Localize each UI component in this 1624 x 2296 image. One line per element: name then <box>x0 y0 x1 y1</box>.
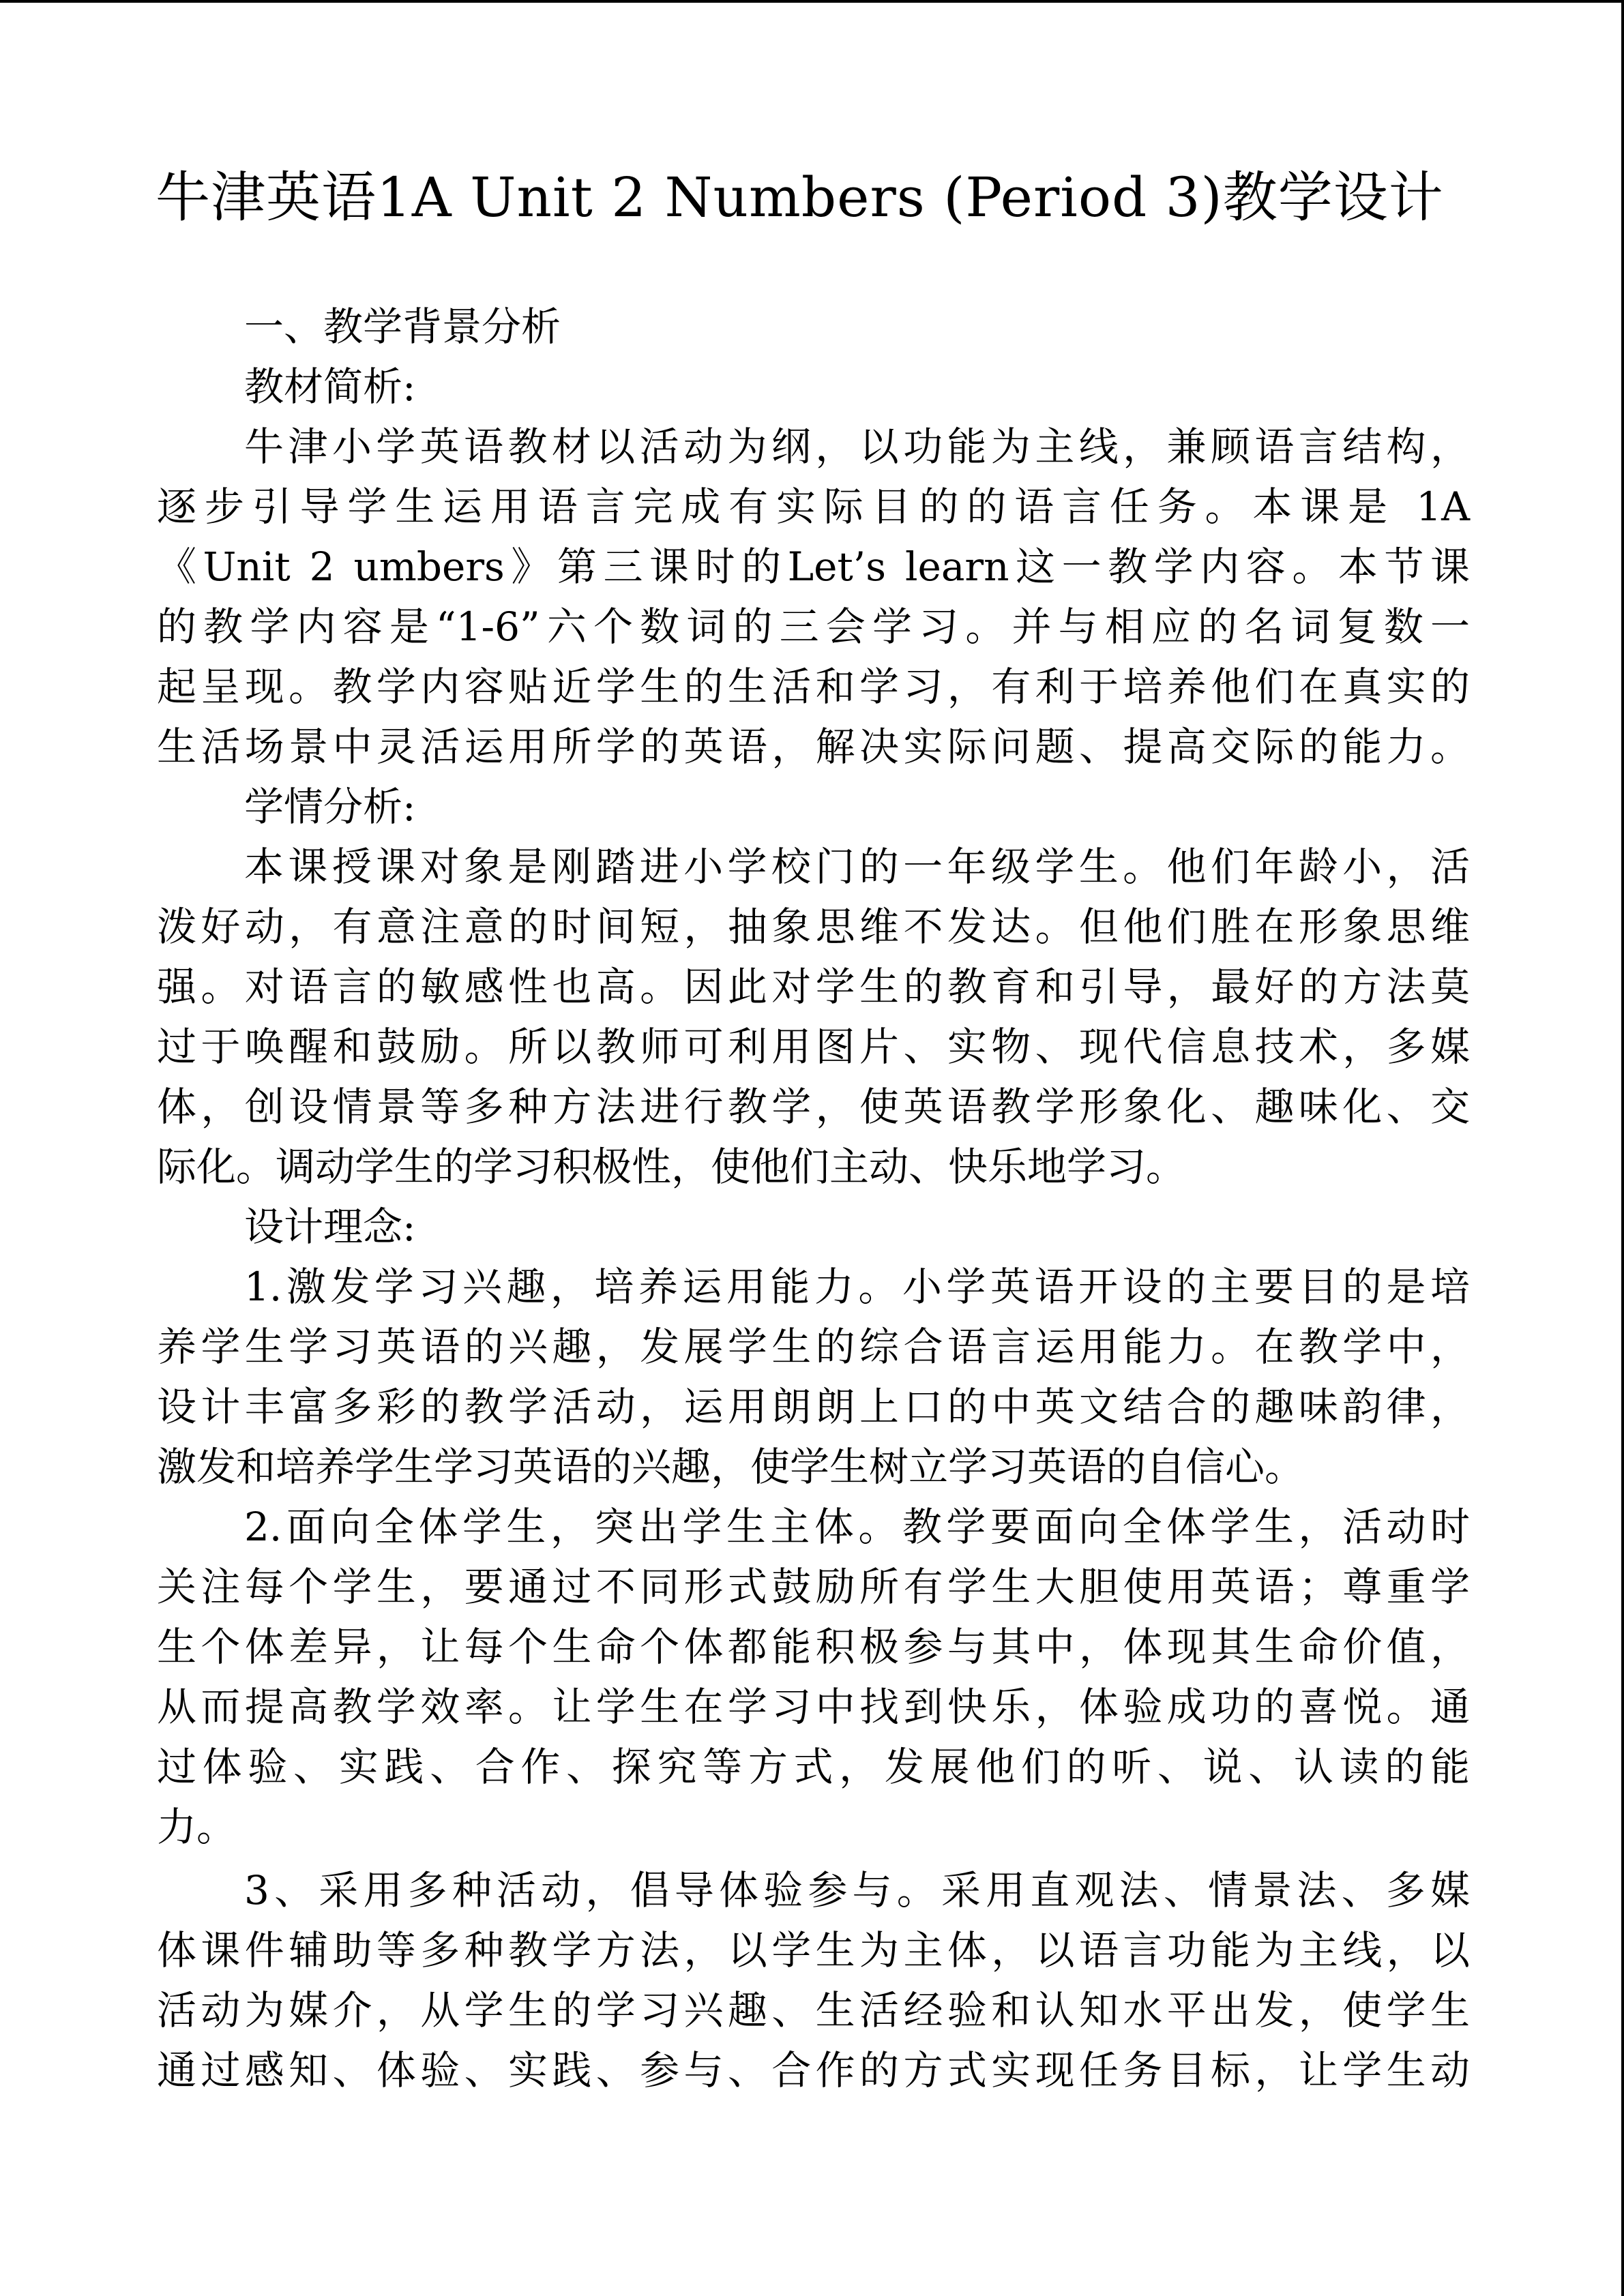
paragraph-line: 生活场景中灵活运用所学的英语，解决实际问题、提高交际的能力。 <box>157 724 1470 770</box>
paragraph-line: 过于唤醒和鼓励。所以教师可利用图片、实物、现代信息技术，多媒 <box>157 1024 1470 1070</box>
page-border-top <box>0 0 1624 3</box>
paragraph-line: 本课授课对象是刚踏进小学校门的一年级学生。他们年龄小，活 <box>244 844 1470 890</box>
paragraph-line: 体，创设情景等多种方法进行教学，使英语教学形象化、趣味化、交 <box>157 1084 1470 1130</box>
section-heading: 一、教学背景分析 <box>244 303 561 350</box>
paragraph-line: 生个体差异，让每个生命个体都能积极参与其中，体现其生命价值， <box>157 1624 1470 1670</box>
paragraph-line: 逐步引导学生运用语言完成有实际目的的语言任务。本课是 1A <box>157 483 1470 530</box>
design-point-2 <box>157 1497 1470 1857</box>
paragraph-line: 过体验、实践、合作、探究等方式，发展他们的听、说、认读的能 <box>157 1744 1470 1790</box>
document-page <box>157 157 1470 2100</box>
paragraph-line: 的教学内容是“1-6”六个数词的三会学习。并与相应的名词复数一 <box>157 603 1470 650</box>
paragraph-line: 养学生学习英语的兴趣，发展学生的综合语言运用能力。在教学中， <box>157 1324 1470 1370</box>
paragraph-line: 从而提高教学效率。让学生在学习中找到快乐，体验成功的喜悦。通 <box>157 1684 1470 1730</box>
paragraph-line: 起呈现。教学内容贴近学生的生活和学习，有利于培养他们在真实的 <box>157 664 1470 710</box>
paragraph-line: 激发和培养学生学习英语的兴趣，使学生树立学习英语的自信心。 <box>157 1444 1305 1490</box>
page-border-right <box>1621 0 1624 2296</box>
paragraph-line: 通过感知、体验、实践、参与、合作的方式实现任务目标，让学生动 <box>157 2047 1470 2093</box>
learner-analysis-paragraph <box>157 837 1470 1197</box>
design-point-3 <box>157 1860 1470 2100</box>
textbook-analysis-label: 教材简析: <box>244 363 416 410</box>
design-point-1 <box>157 1257 1470 1497</box>
textbook-analysis-paragraph <box>157 417 1470 777</box>
paragraph-line: 2.面向全体学生，突出学生主体。教学要面向全体学生，活动时 <box>244 1504 1470 1550</box>
paragraph-line: 活动为媒介，从学生的学习兴趣、生活经验和认知水平出发，使学生 <box>157 1987 1470 2033</box>
paragraph-line: 际化。调动学生的学习积极性，使他们主动、快乐地学习。 <box>157 1144 1186 1190</box>
paragraph-line: 力。 <box>157 1804 237 1850</box>
paragraph-line: 3、采用多种活动，倡导体验参与。采用直观法、情景法、多媒 <box>244 1867 1470 1913</box>
learner-analysis-label: 学情分析: <box>244 784 416 830</box>
paragraph-line: 牛津小学英语教材以活动为纲，以功能为主线，兼顾语言结构， <box>244 423 1470 470</box>
paragraph-line: 设计丰富多彩的教学活动，运用朗朗上口的中英文结合的趣味韵律， <box>157 1384 1470 1430</box>
paragraph-line: 体课件辅助等多种教学方法，以学生为主体，以语言功能为主线，以 <box>157 1927 1470 1973</box>
paragraph-line: 关注每个学生，要通过不同形式鼓励所有学生大胆使用英语；尊重学 <box>157 1564 1470 1610</box>
document-title: 牛津英语1A Unit 2 Numbers (Period 3)教学设计 <box>156 166 1444 229</box>
paragraph-line: 强。对语言的敏感性也高。因此对学生的教育和引导，最好的方法莫 <box>157 964 1470 1010</box>
design-philosophy-label: 设计理念: <box>244 1204 416 1250</box>
paragraph-line: 1.激发学习兴趣，培养运用能力。小学英语开设的主要目的是培 <box>244 1264 1470 1310</box>
paragraph-line: 《Unit 2 umbers》第三课时的Let’s learn这一教学内容。本节课 <box>157 543 1470 590</box>
paragraph-line: 泼好动，有意注意的时间短，抽象思维不发达。但他们胜在形象思维 <box>157 904 1470 950</box>
